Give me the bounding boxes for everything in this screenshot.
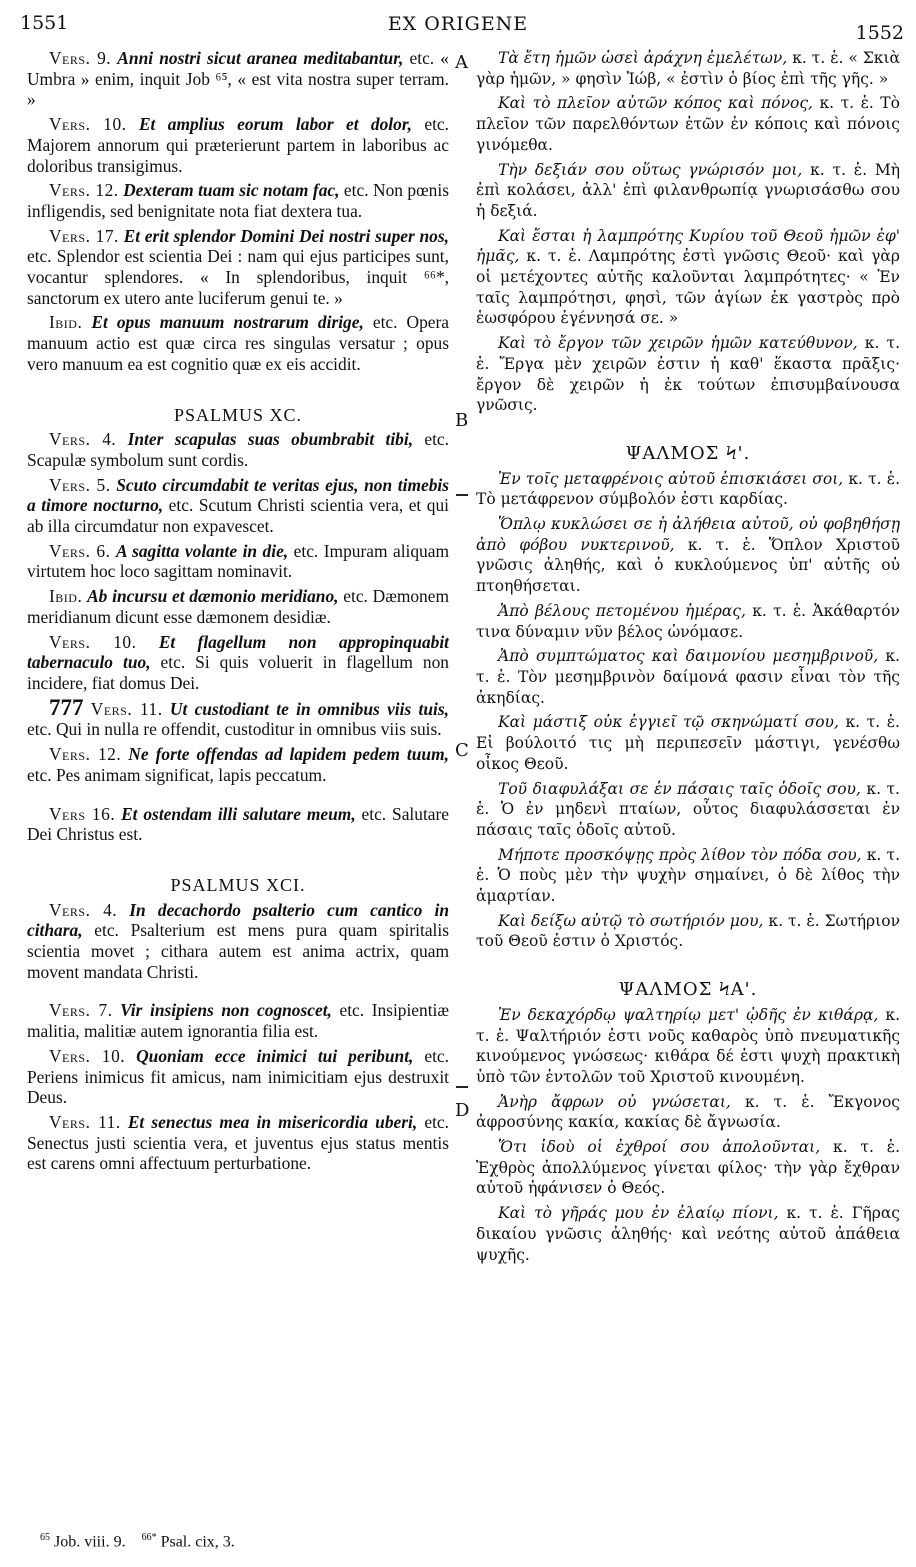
latin-column — [27, 48, 449, 1178]
margin-marker-b: B — [455, 410, 469, 431]
latin-paragraph: Vers. 6. A sagitta volante in die, etc. Impuram aliquam virtutem hoc loco sagittam nominavit. — [27, 540, 449, 582]
latin-paragraph: Vers. 17. Et erit splendor Domini Dei nostri super nos, etc. Splendor est scientia Dei : nam qui ejus participes sunt, vocantur splendores. « In splendoribus, inquit ⁶⁶*, sanctorum ex utero ante luciferum genui te. » — [27, 225, 449, 308]
latin-paragraph: Ibid. Ab incursu et dæmonio meridiano, etc. Dæmonem meridianum dicunt esse dæmonem desidiæ. — [27, 586, 449, 627]
page-number-right: 1552 — [855, 22, 904, 44]
greek-paragraph: Ἀπὸ συμπτώματος καὶ δαιμονίου μεσημβρινοῦ, κ. τ. ἑ. Τὸν μεσημβρινὸν δαίμονά φασιν εἶναι τὸν τῆς ἀκηδίας. — [476, 647, 901, 707]
greek-paragraph: Τὰ ἔτη ἡμῶν ὡσεὶ ἀράχνη ἐμελέτων, κ. τ. ἑ. « Σκιὰ γὰρ ἡμῶν, » φησὶν Ἰώβ, « ἐστὶν ὁ βίος ἐπὶ τῆς γῆς. » — [476, 49, 901, 88]
section-title-psalm-91: PSALMUS XCI. — [170, 874, 306, 895]
latin-paragraph: 777 Vers. 11. Ut custodiant te in omnibus viis tuis, etc. Qui in nulla re offendit, custoditur in omnibus viis suis. — [27, 694, 449, 740]
greek-paragraph: Ἐν τοῖς μεταφρένοις αὐτοῦ ἐπισκιάσει σοι, κ. τ. ἑ. Τὸ μετάφρενον σύμβολόν ἐστι καρδίας. — [476, 469, 900, 509]
greek-paragraph: Καὶ τὸ πλεῖον αὐτῶν κόπος καὶ πόνος, κ. τ. ἑ. Τὸ πλεῖον τῶν παρελθόντων ἐτῶν ἐν κόποις καὶ πόνοις γινόμεθα. — [476, 94, 900, 154]
latin-paragraph: Vers. 10. Quoniam ecce inimici tui peribunt, etc. Periens inimicus fit amicus, nam inimicitiam ejus destruxit Deus. — [27, 1045, 449, 1108]
margin-marker-d: D — [455, 1100, 470, 1121]
footnote-mark: 66* — [141, 1532, 157, 1543]
greek-paragraph: Ἐν δεκαχόρδῳ ψαλτηρίῳ μετ' ᾠδῆς ἐν κιθάρᾳ, κ. τ. ἑ. Ψαλτήριόν ἐστι νοῦς καθαρὸς ὑπὸ πνευματικῆς κινούμενος γνώσεως· κιθάρα δέ ἐστι ψυχὴ πρακτικὴ ὑπὸ τῶν ἐντολῶν τοῦ Χριστοῦ κινουμένη. — [476, 1005, 900, 1086]
latin-paragraph: Ibid. Et opus manuum nostrarum dirige, etc. Opera manuum actio est quæ circa res singulas versatur ; opus vero manuum ea est cognitio quæ ex eis accidit. — [27, 312, 450, 374]
greek-paragraph: Καὶ τὸ ἔργον τῶν χειρῶν ἡμῶν κατεύθυνον, κ. τ. ἑ. Ἔργα μὲν χειρῶν ἐστιν ἡ καθ' ἕκαστα πρᾶξις· ἔργον δὲ χειρῶν ἡ ἐκ τούτων ἐπισυμβαίνουσα γνῶσις. — [476, 334, 900, 415]
greek-paragraph: Ὅπλῳ κυκλώσει σε ἡ ἀλήθεια αὐτοῦ, οὐ φοβηθήσῃ ἀπὸ φόβου νυκτερινοῦ, κ. τ. ἑ. Ὅπλον Χριστοῦ γνῶσις ἀληθής, καὶ ὁ κυκλούμενος ὑπ' αὐτῆς οὐ πτοηθήσεται. — [476, 515, 900, 596]
section-title-greek-psalm-90: ΨΑΛΜΟΣ Ϟ'. — [625, 442, 751, 464]
footnote-mark: 65 — [40, 1532, 50, 1543]
latin-paragraph: Vers. 9. Anni nostri sicut aranea meditabantur, etc. « Umbra » enim, inquit Job ⁶⁵, « est vita nostra super terram. » — [27, 48, 449, 110]
greek-paragraph: Μήποτε προσκόψῃς πρὸς λίθον τὸν πόδα σου, κ. τ. ἑ. Ὁ ποὺς μὲν τὴν ψυχὴν σημαίνει, ὁ δὲ λίθος τὴν ἁμαρτίαν. — [476, 845, 900, 906]
greek-paragraph: Ἀπὸ βέλους πετομένου ἡμέρας, κ. τ. ἑ. Ἀκάθαρτόν τινα δύναμιν νῦν βέλος ὠνόμασε. — [476, 601, 900, 641]
latin-paragraph: Vers. 7. Vir insipiens non cognoscet, etc. Insipientiæ malitia, malitiæ autem ignorantia filia est. — [27, 1000, 449, 1042]
latin-paragraph: Vers. 12. Dexteram tuam sic notam fac, etc. Non pœnis infligendis, sed benignitate nota fiat dextera tua. — [27, 180, 449, 221]
latin-paragraph: Vers. 10. Et amplius eorum labor et dolor, etc. Majorem annorum qui præterierunt partem in laboribus ac doloribus transigimus. — [27, 114, 449, 176]
greek-paragraph: Καὶ δείξω αὐτῷ τὸ σωτήριόν μου, κ. τ. ἑ. Σωτήριον τοῦ Θεοῦ ἐστιν ὁ Χριστός. — [476, 911, 901, 951]
greek-paragraph: Τὴν δεξιάν σου οὕτως γνώρισόν μοι, κ. τ. ἑ. Μὴ ἐπὶ κολάσει, ἀλλ' ἐπὶ φιλανθρωπίᾳ γνωρισάσθω σου ἡ δεξιά. — [476, 160, 900, 220]
margin-divider — [456, 1086, 468, 1088]
running-title: EX ORIGENE — [387, 13, 529, 35]
latin-paragraph: Vers. 5. Scuto circumdabit te veritas ejus, non timebis a timore nocturno, etc. Scutum Christi scientia vera, et qui ab illa circumdatur non expavescet. — [27, 474, 450, 537]
footnote-text: Psal. cix, 3. — [160, 1533, 235, 1551]
margin-divider — [456, 494, 468, 496]
page-number-left: 1551 — [20, 12, 69, 34]
column-number: 777 — [49, 694, 84, 720]
section-title-psalm-90: PSALMUS XC. — [173, 404, 303, 425]
footnotes — [40, 1532, 235, 1551]
margin-marker-a: A — [455, 52, 468, 73]
greek-paragraph: Καὶ τὸ γῆράς μου ἐν ἐλαίῳ πίονι, κ. τ. ἑ. Γῆρας δικαίου γνῶσις ἀληθής· καὶ νεότης αὐτοῦ ἀπάθεια ψυχῆς. — [476, 1204, 900, 1264]
section-title-greek-psalm-91: ΨΑΛΜΟΣ ϞΑ'. — [618, 979, 758, 1001]
greek-paragraph: Ὅτι ἰδοὺ οἱ ἐχθροί σου ἀπολοῦνται, κ. τ. ἑ. Ἐχθρὸς ἀπολλύμενος γίνεται φίλος· τὴν γὰρ ἔχθραν αὐτοῦ ἠφάνισεν ὁ Θεός. — [476, 1138, 900, 1198]
latin-paragraph: Vers. 4. Inter scapulas suas obumbrabit tibi, etc. Scapulæ symbolum sunt cordis. — [27, 429, 449, 470]
latin-paragraph: Vers. 12. Ne forte offendas ad lapidem pedem tuum, etc. Pes animam significat, lapis peccatum. — [27, 744, 449, 785]
greek-paragraph: Ἀνὴρ ἄφρων οὐ γνώσεται, κ. τ. ἑ. Ἔκγονος ἀφροσύνης κακία, κακίας δὲ ἄγνωσία. — [476, 1092, 900, 1132]
greek-paragraph: Τοῦ διαφυλάξαι σε ἐν πάσαις ταῖς ὁδοῖς σου, κ. τ. ἑ. Ὁ ἐν μηδενὶ πταίων, οὗτος διαφυλάσσεται ἐν πάσαις ταῖς ὁδοῖς αὐτοῦ. — [476, 779, 900, 839]
greek-paragraph: Καὶ ἔσται ἡ λαμπρότης Κυρίου τοῦ Θεοῦ ἡμῶν ἐφ' ἡμᾶς, κ. τ. ἑ. Λαμπρότης ἐστὶ γνῶσις Θεοῦ· καὶ γὰρ οἱ μετέχοντες αὐτῆς καλοῦνται λαμπρότητες· « Ἐν ταῖς λαμπρότησι, φησὶ, τῶν ἁγίων ἐκ γαστρὸς πρὸ ἑωσφόρου ἐγέννησά σε. » — [476, 226, 900, 328]
latin-paragraph: Vers. 10. Et flagellum non appropinquabit tabernaculo tuo, etc. Si quis voluerit in flagellum non incidere, fiat domus Dei. — [27, 631, 450, 693]
latin-paragraph: Vers. 4. In decachordo psalterio cum cantico in cithara, etc. Psalterium est mens pura quam spiritalis scientia movet ; cithara autem est anima actrix, quam movent mandata Christi. — [27, 899, 449, 982]
footnote-text: Job. viii. 9. — [54, 1533, 126, 1551]
greek-column — [476, 48, 900, 1269]
latin-paragraph: Vers. 11. Et senectus mea in misericordia uberi, etc. Senectus justi scientia vera, et juventus ejus status mentis est carens omni affectuum perturbatione. — [27, 1111, 449, 1174]
greek-paragraph: Καὶ μάστιξ οὐκ ἐγγιεῖ τῷ σκηνώματί σου, κ. τ. ἑ. Εἰ βούλοιτό τις μὴ περιπεσεῖν μάστιγι, γενέσθω οἶκος Θεοῦ. — [476, 713, 900, 773]
latin-paragraph: Vers 16. Et ostendam illi salutare meum, etc. Salutare Dei Christus est. — [27, 803, 450, 845]
margin-marker-c: C — [455, 740, 469, 761]
